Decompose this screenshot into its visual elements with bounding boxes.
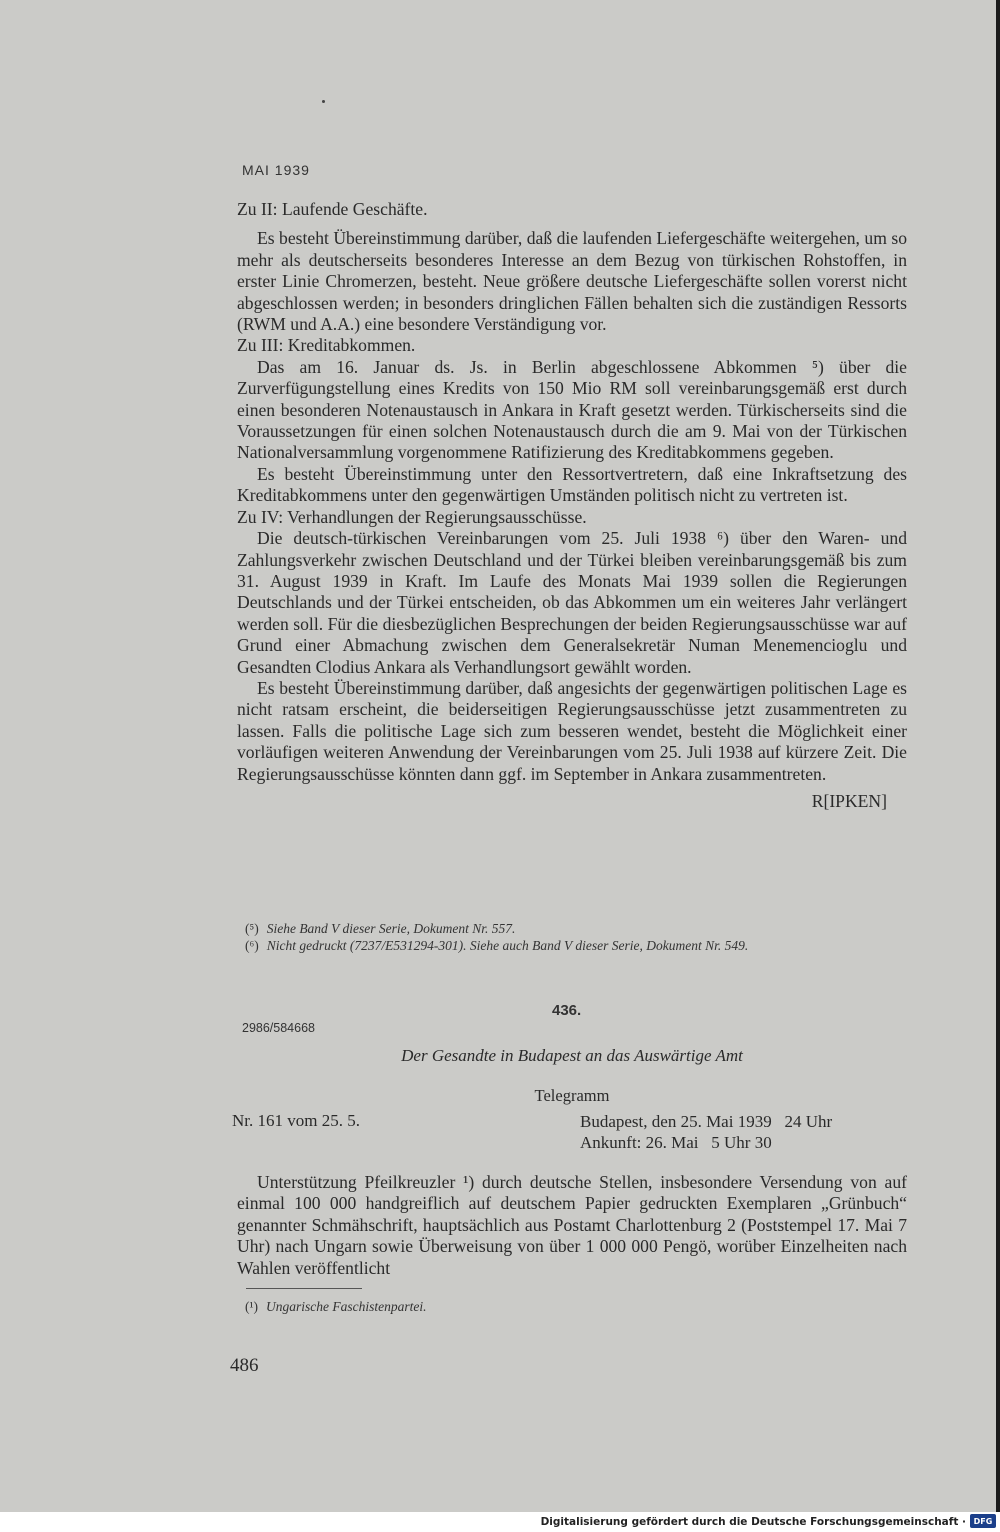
funding-credit: Digitalisierung gefördert durch die Deutsche Forschungsgemeinschaft ·: [540, 1516, 966, 1528]
footnote: [245, 920, 905, 937]
document-number: 436.: [552, 1002, 582, 1019]
footnote-text: Ungarische Faschistenpartei.: [266, 1299, 427, 1314]
footnote-number: (⁵): [245, 921, 259, 936]
document-title: Der Gesandte in Budapest an das Auswärtige Amt: [401, 1046, 743, 1065]
running-header: MAI 1939: [242, 162, 310, 178]
footnotes: [245, 920, 905, 954]
section-heading: Zu II: Laufende Geschäfte.: [237, 199, 428, 219]
section-heading: Zu III: Kreditabkommen.: [237, 335, 416, 356]
place-date: Budapest, den 25. Mai 1939 24 Uhr: [580, 1112, 833, 1131]
main-text-block: [237, 199, 907, 812]
signature-text: R[IPKEN]: [811, 790, 887, 811]
paragraph: Die deutsch-türkischen Vereinbarungen vom 25. Juli 1938 ⁶) über den Waren- und Zahlungsverkehr zwischen Deutschland und der Türkei bleiben vereinbarungsgemäß bis zum 31. August 1939 in Kraft. Im Laufe des Monats Mai 1939 sollen die Regierungen Deutschlands und der Türkei entscheiden, ob das Abkommen um ein weiteres Jahr verlängert werden soll. Für die diesbezüglichen Besprechungen der beiden Regierungsausschüsse war auf Grund einer Abmachung zwischen dem Generalsekretär Numan Menemencioglu und Gesandten Clodius Ankara als Verhandlungsort gewählt worden.: [237, 528, 907, 677]
footnote-text: Nicht gedruckt (7237/E531294-301). Siehe auch Band V dieser Serie, Dokument Nr. 549.: [266, 938, 749, 953]
footnote: [245, 937, 905, 954]
paragraph: Unterstützung Pfeilkreuzler ¹) durch deutsche Stellen, insbesondere Versendung von auf einmal 100 000 handgreiflich auf deutschem Papier gedruckten Exemplaren „Grünbuch“ genannter Schmähschrift, hauptsächlich aus Postamt Charlottenburg 2 (Poststempel 17. Mai 7 Uhr) nach Ungarn sowie Überweisung von über 1 000 000 Pengö, worüber Einzelheiten nach Wahlen veröffentlicht: [237, 1172, 907, 1278]
footnote-number: (¹): [245, 1299, 259, 1314]
telegram-body: [237, 1172, 907, 1279]
footnotes: [245, 1298, 905, 1315]
footnote-number: (⁶): [245, 938, 259, 953]
page-mark: [322, 100, 325, 103]
paragraph: Es besteht Übereinstimmung unter den Ressortvertretern, daß eine Inkraftsetzung des Kreditabkommens unter den gegenwärtigen Umständen politisch nicht zu vertreten ist.: [237, 463, 907, 506]
footnote: [245, 1298, 905, 1315]
footnote-divider: [246, 1288, 362, 1289]
paragraph: Es besteht Übereinstimmung darüber, daß angesichts der gegenwärtigen politischen Lage es nicht ratsam erscheint, die beiderseitigen Regierungsausschüsse jetzt zusammentreten zu lassen. Falls die politische Lage sich zum besseren wendet, besteht die Möglichkeit einer vorläufigen weiteren Anwendung der Vereinbarungen vom 25. Juli 1938 auf kürzere Zeit. Die Regierungsausschüsse könnten dann ggf. im September in Ankara zusammentreten.: [237, 677, 907, 784]
page-number: 486: [230, 1355, 259, 1376]
logo-text: DFG: [973, 1516, 993, 1526]
footnote-text: Siehe Band V dieser Serie, Dokument Nr. 557.: [266, 921, 516, 936]
telegram-number: Nr. 161 vom 25. 5.: [232, 1111, 360, 1130]
signature: [237, 791, 887, 812]
dfg-logo-icon: [970, 1514, 996, 1528]
page-edge: [996, 0, 1000, 1512]
paragraph: Das am 16. Januar ds. Js. in Berlin abgeschlossene Abkommen ⁵) über die Zurverfügungstellung eines Kredits von 150 Mio RM soll vereinbarungsgemäß erst durch einen besonderen Notenaustausch in Ankara in Kraft gesetzt werden. Türkischerseits sind die Voraussetzungen für einen solchen Notenaustausch durch die am 9. Mai von der Türkischen Nationalversammlung vorgenommene Ratifizierung des Kreditabkommens gegeben.: [237, 356, 907, 463]
document-type: Telegramm: [534, 1086, 610, 1105]
paragraph: Es besteht Übereinstimmung darüber, daß die laufenden Liefergeschäfte weitergehen, um so mehr als deutscherseits besonderes Interesse an dem Bezug von türkischen Rohstoffen, in erster Linie Chromerzen, besteht. Neue größere deutsche Liefergeschäfte sollen vorerst nicht abgeschlossen werden; in besonders dringlichen Fällen behalten sich die zuständigen Ressorts (RWM und A.A.) eine besondere Verständigung vor.: [237, 228, 907, 335]
archive-reference: 2986/584668: [242, 1021, 315, 1035]
section-heading: Zu IV: Verhandlungen der Regierungsausschüsse.: [237, 506, 587, 527]
arrival-time: Ankunft: 26. Mai 5 Uhr 30: [580, 1133, 772, 1152]
telegram-dateline: [580, 1111, 832, 1153]
